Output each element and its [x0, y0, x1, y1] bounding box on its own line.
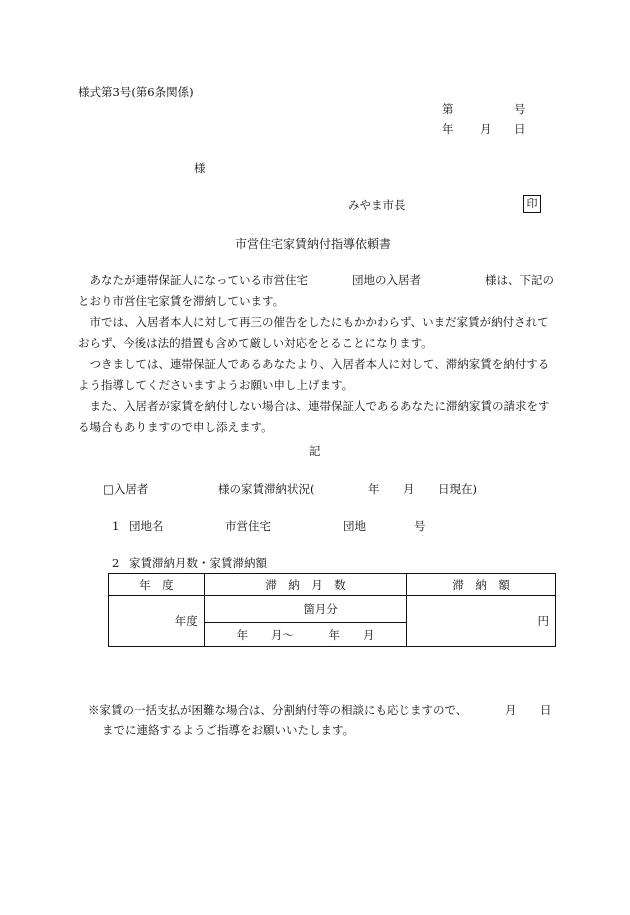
resident-status-year: 年 [368, 482, 380, 496]
document-number-prefix: 第 [442, 102, 454, 116]
header-fiscal-year: 年 度 [109, 574, 205, 596]
body-p1-part-b: 団地の入居者 [352, 273, 421, 287]
item1-number: 1 [112, 519, 120, 533]
resident-status-month: 月 [403, 482, 415, 496]
item2-label: 家賃滞納月数・家賃滞納額 [129, 556, 267, 570]
cell-amount: 円 [407, 596, 556, 647]
table-header-row [109, 574, 556, 596]
seal-stamp-box: 印 [523, 195, 541, 213]
body-text [78, 270, 554, 438]
resident-checkbox-label: □入居者 [103, 482, 149, 496]
cell-fiscal-year: 年度 [109, 596, 205, 647]
body-paragraph-2: 市では、入居者本人に対して再三の催告をしたにもかかわらず、いまだ家賃が納付されておらず、今後は法的措置も含めて厳しい対応をとることになります。 [78, 315, 549, 350]
item2-number: 2 [112, 556, 120, 570]
header-arrears-amount: 滞 納 額 [407, 574, 556, 596]
document-title: 市営住宅家賃納付指導依頼書 [235, 237, 392, 251]
ki-heading: 記 [309, 444, 321, 458]
body-p1-part-a: あなたが連帯保証人になっている市営住宅 [89, 273, 308, 287]
item1-go: 号 [414, 519, 426, 533]
body-p1-part-c: 様は、下記のとおり市営住宅家賃を滞納しています。 [78, 273, 554, 308]
document-number-suffix: 号 [514, 102, 526, 116]
form-label: 様式第3号(第6条関係) [78, 85, 194, 99]
note-line-2: までに連絡するようご指導をお願いいたします。 [102, 723, 355, 737]
resident-status-label: 様の家賃滞納状況( [218, 482, 315, 496]
cell-months-count [204, 596, 407, 623]
date-year-label: 年 [442, 122, 454, 136]
note-line-1: ※家賃の一括支払が困難な場合は、分割納付等の相談にも応じますので、 [88, 703, 468, 717]
item1-shiei: 市営住宅 [225, 519, 271, 533]
months-label: 箇月分 [303, 602, 338, 616]
body-paragraph-4: また、入居者が家賃を納付しない場合は、連帯保証人であるあなたに滞納家賃の請求をする場合もありますので申し添えます。 [78, 399, 550, 434]
body-paragraph-1 [78, 270, 554, 312]
arrears-table [108, 573, 556, 647]
date-day-label: 日 [514, 122, 526, 136]
date-month-label: 月 [480, 122, 492, 136]
sender-name: みやま市長 [348, 198, 406, 212]
note-day: 日 [540, 703, 552, 717]
addressee-suffix: 様 [194, 161, 206, 175]
item1-danchi: 団地 [343, 519, 366, 533]
cell-period: 年 月〜 年 月 [204, 623, 407, 647]
body-paragraph-3: つきましては、連帯保証人であるあなたより、入居者本人に対して、滞納家賃を納付するよう指導してくださいますようお願い申し上げます。 [78, 357, 550, 392]
note-month: 月 [505, 703, 517, 717]
item1-label: 団地名 [129, 519, 164, 533]
header-arrears-months: 滞 納 月 数 [204, 574, 407, 596]
table-data-row [109, 596, 556, 623]
resident-status-as-of: 日現在) [438, 482, 477, 496]
